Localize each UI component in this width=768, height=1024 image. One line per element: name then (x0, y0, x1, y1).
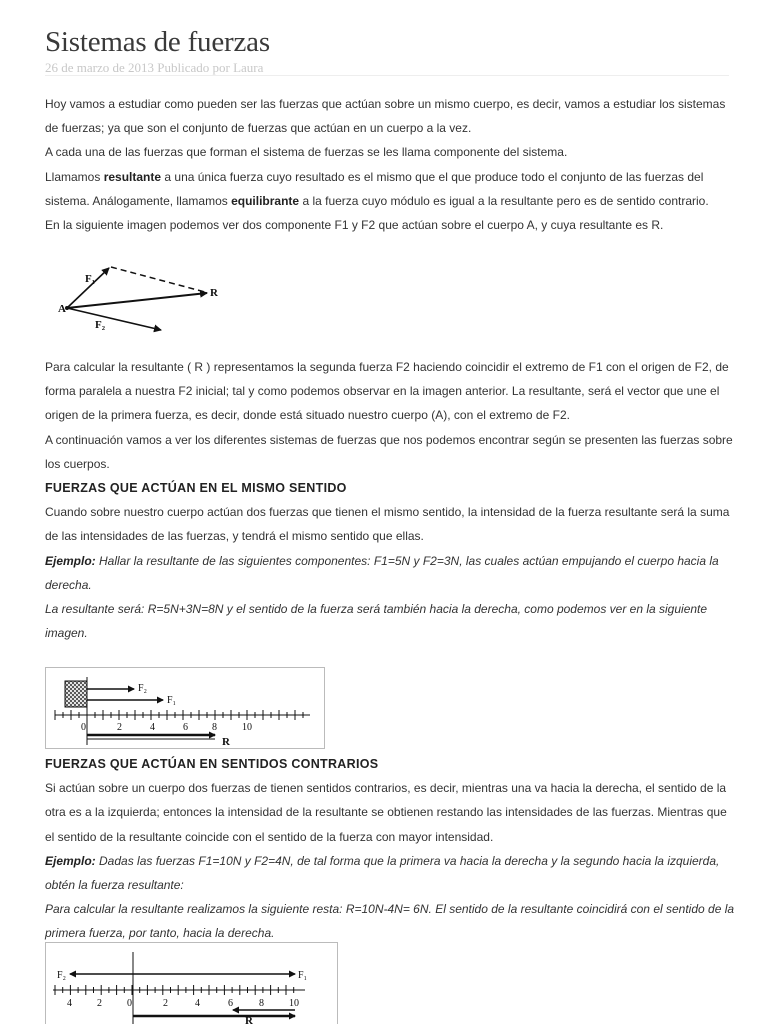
same-direction-paragraph: Cuando sobre nuestro cuerpo actúan dos fuerzas que tienen el mismo sentido, la intensidad de la fuerza resultante será la suma de las intensidades de las fuerzas, y tendrá el mismo sentido que ellas. (45, 505, 730, 544)
opposite-direction-diagram (45, 942, 340, 1024)
tick-label-0: 0 (127, 998, 132, 1009)
label-f2: F₂ (95, 319, 106, 331)
intro-paragraph-1: Hoy vamos a estudiar como pueden ser las fuerzas que actúan sobre un mismo cuerpo, es decir, vamos a estudiar los sistemas de fuerzas; ya que son el conjunto de fuerzas que actúan en un cuerpo a la vez. (45, 97, 726, 136)
term-equilibrante: equilibrante (231, 193, 300, 208)
intro-paragraph-2: A cada una de las fuerzas que forman el sistema de fuerzas se les llama componente del sistema. (45, 145, 568, 160)
vector-f2 (67, 308, 161, 330)
explanation-paragraph-1: Para calcular la resultante ( R ) representamos la segunda fuerza F2 haciendo coincidir el extremo de F1 con el origen de F2, de forma paralela a nuestra F2 inicial; tal y como podemos observar en la imagen anterior. La resultante, será el vector que une el origen de la primera fuerza, es decir, donde está situado nuestro cuerpo (A), con el extremo de F2. (45, 360, 729, 423)
text-span: a una única fuerza cuyo resultado es el mismo que el que produce todo el conjunto de las fuerzas del sistema. Análogamente, llamamos (45, 169, 704, 208)
post-meta: 26 de marzo de 2013 Publicado por Laura (45, 60, 264, 75)
text-span: Llamamos (45, 169, 104, 184)
tick-label-10: 10 (289, 998, 299, 1009)
tick-label-2: 2 (117, 722, 122, 733)
result-text: La resultante será: R=5N+3N=8N y el sentido de la fuerza será también hacia la derecha, como podemos ver en la siguiente imagen. (45, 602, 708, 641)
opposite-direction-section (45, 752, 735, 946)
tick-label-6: 6 (183, 722, 188, 733)
opposite-direction-example (45, 849, 735, 897)
intro-section (45, 92, 735, 237)
tick-label-2: 2 (163, 998, 168, 1009)
label-f2: F₂ (138, 683, 148, 694)
body-block (65, 681, 87, 707)
tick-label-4: 4 (150, 722, 155, 733)
tick-label-neg2: 2 (97, 998, 102, 1009)
text-span: a la fuerza cuyo módulo es igual a la resultante pero es de sentido contrario. (299, 193, 709, 208)
heading-opposite-direction: FUERZAS QUE ACTÚAN EN SENTIDOS CONTRARIOS (45, 757, 379, 771)
tick-label-neg4: 4 (67, 998, 72, 1009)
heading-same-direction: FUERZAS QUE ACTÚAN EN EL MISMO SENTIDO (45, 481, 347, 496)
label-f2: F₂ (57, 970, 67, 981)
label-r: R (210, 287, 218, 299)
example-label: Ejemplo: (45, 553, 96, 568)
figure-frame (46, 943, 338, 1024)
tick-label-0: 0 (81, 722, 86, 733)
tick-label-10: 10 (242, 722, 252, 733)
result-text: Para calcular la resultante realizamos la siguiente resta: R=10N-4N= 6N. El sentido de la resultante coincidirá con el sentido de la primera fuerza, por tanto, hacia la derecha. (45, 902, 735, 941)
example-text: Dadas las fuerzas F1=10N y F2=4N, de tal forma que la primera va hacia la derecha y la segundo hacia la izquierda, obtén la fuerza resultante: (45, 853, 720, 893)
same-direction-diagram (45, 667, 325, 749)
post-title[interactable]: Sistemas de fuerzas (45, 26, 270, 58)
vector-r (67, 293, 207, 308)
tick-label-8: 8 (212, 722, 217, 733)
opposite-direction-result (45, 897, 735, 945)
explanation-paragraph-2: A continuación vamos a ver los diferentes sistemas de fuerzas que nos podemos encontrar según se presenten las fuerzas sobre los cuerpos. (45, 432, 733, 471)
vector-f2-translated (111, 267, 205, 292)
label-a: A (58, 303, 66, 315)
explanation-section (45, 355, 735, 645)
opposite-direction-paragraph: Si actúan sobre un cuerpo dos fuerzas de tienen sentidos contrarios, es decir, mientras una va hacia la derecha, el sentido de la otra es a la izquierda; entonces la intensidad de la resultante se obtienen restando las intensidades de las fuerzas. Mientras que el sentido de la resultante coincide con el sentido de la fuerza con mayor intensidad. (45, 781, 727, 844)
example-label: Ejemplo: (45, 853, 96, 868)
label-r: R (245, 1015, 253, 1024)
label-f1: F₁ (85, 273, 96, 285)
term-resultante: resultante (103, 169, 162, 184)
tick-label-6: 6 (228, 998, 233, 1009)
intro-paragraph-4: En la siguiente imagen podemos ver dos componente F1 y F2 que actúan sobre el cuerpo A, y cuya resultante es R. (45, 218, 664, 233)
example-text: Hallar la resultante de las siguientes componentes: F1=5N y F2=3N, las cuales actúan empujando el cuerpo hacia la derecha. (45, 553, 719, 592)
same-direction-result (45, 597, 735, 645)
label-f1: F₁ (298, 970, 308, 981)
tick-label-8: 8 (259, 998, 264, 1009)
same-direction-example (45, 549, 735, 597)
tick-label-4: 4 (195, 998, 200, 1009)
label-f1: F₁ (167, 695, 177, 706)
intro-paragraph-3 (45, 165, 735, 213)
resultant-vector-diagram (55, 262, 235, 337)
title-divider (45, 75, 729, 76)
label-r: R (222, 736, 230, 748)
